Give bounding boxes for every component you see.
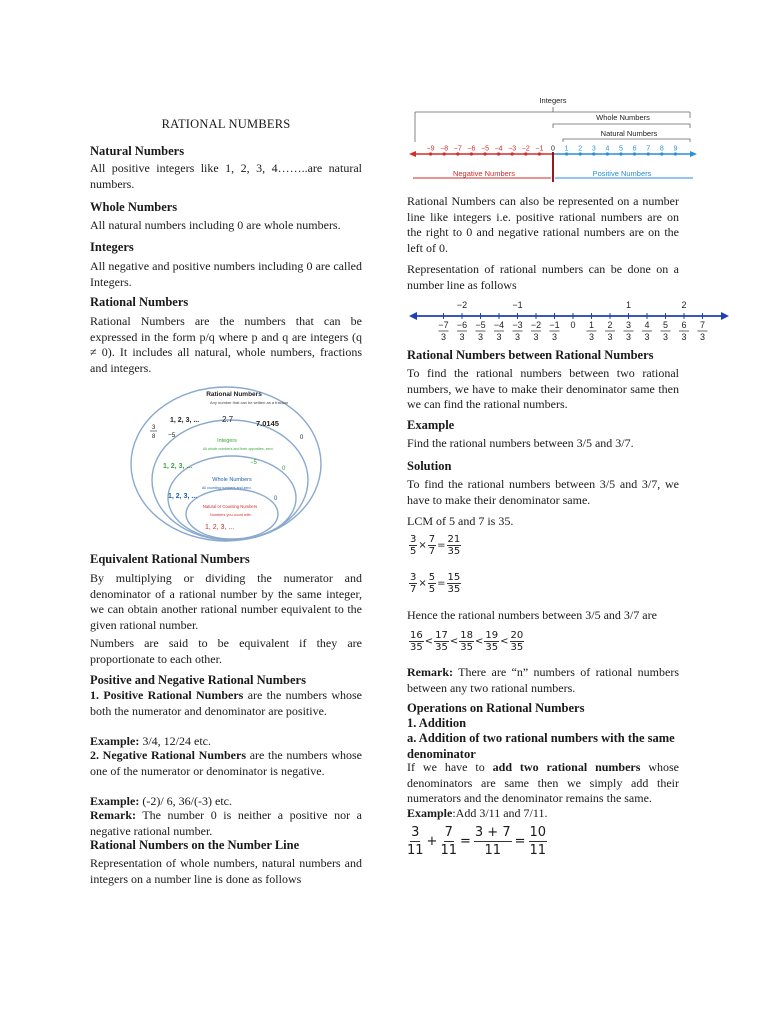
venn-integers-sub: All whole numbers and their opposites, zero. (203, 447, 274, 451)
chain-fraction (409, 630, 424, 653)
add-r-den: 11 (529, 843, 547, 858)
example-heading: Example (407, 418, 455, 432)
fig2-neg-fraction-num: −3 (512, 320, 523, 330)
venn-rational-frac-d: 8 (152, 434, 156, 440)
fig2-neg-fraction-num: −1 (549, 320, 560, 330)
fig1-pos-tick-label: 6 (632, 145, 637, 153)
fig1-pos-tick-label: 2 (578, 145, 583, 153)
fig2-pos-fraction-num: 4 (644, 320, 650, 330)
chain-fraction-num: 16 (410, 630, 423, 641)
fig1-neg-dot (470, 152, 473, 155)
ops-body-post: whose denominators are same then we simply add their numerators and the denominator remains the same. (407, 760, 679, 805)
whole-heading: Whole Numbers (90, 200, 178, 214)
fig1-neg-tick-label: −2 (521, 145, 530, 153)
fig2-neg-fraction-num: −5 (475, 320, 486, 330)
chain-fraction (510, 630, 525, 653)
rational-number-line-figure (407, 298, 731, 344)
fig2-integer-label: −2 (456, 300, 468, 310)
fig1-pos-dot (647, 152, 650, 155)
fig1-neg-tick-label: −9 (426, 145, 435, 153)
positive-example-label: Example: (90, 734, 140, 748)
hence-text: Hence the rational numbers between 3/5 and 3/7 are (407, 608, 657, 622)
fig2-pos-fraction-num: 3 (625, 320, 632, 330)
fig1-integers-label: Integers (539, 96, 567, 105)
zero-remark (90, 808, 362, 839)
chain-fraction (434, 630, 449, 653)
fig1-zero-label: 0 (551, 145, 555, 153)
fig2-pos-fraction-den: 3 (662, 332, 669, 342)
add-c-den: 11 (484, 843, 502, 858)
ops-body-bold: add two rational numbers (492, 760, 641, 774)
example-body: Find the rational numbers between 3/5 and 3/7. (407, 436, 634, 450)
eq2-a-num: 3 (410, 572, 417, 583)
fig1-pos-dot (606, 152, 609, 155)
fig1-left-arrow (409, 151, 416, 157)
venn-natural-sub: Numbers you count with. (210, 513, 252, 517)
fig2-pos-fraction-num: 5 (662, 320, 669, 330)
fig2-neg-fraction-den: 3 (477, 332, 484, 342)
fig1-pos-dot (565, 152, 568, 155)
page-title: RATIONAL NUMBERS (161, 117, 291, 131)
negative-example-text: (-2)/ 6, 36/(-3) etc. (139, 794, 232, 808)
solution-body: To find the rational numbers between 3/5 and 3/7, we have to make their denominator same. (407, 477, 679, 507)
posneg-heading: Positive and Negative Rational Numbers (90, 673, 306, 687)
venn-natural-nums: 1, 2, 3, ... (205, 524, 235, 531)
solution-heading: Solution (407, 459, 452, 473)
fig1-pos-dot (592, 152, 595, 155)
negative-label: 2. Negative Rational Numbers (90, 748, 247, 762)
right-p2: Representation of rational numbers can be done on a number line as follows (407, 262, 679, 292)
right-remark-text: There are “n” numbers of rational numbers between any two rational numbers. (407, 665, 679, 695)
natural-body: All positive integers like 1, 2, 3, 4……..are natural numbers. (90, 161, 362, 191)
whole-body: All natural numbers including 0 are whole numbers. (90, 218, 341, 232)
less-than-sign: < (474, 636, 484, 647)
equation-2: $\frac{3}{7}$ × $\frac{5}{5}$ = $\frac{15}{35}$ (410, 572, 461, 595)
fraction-chain (409, 630, 524, 653)
fig2-neg-fraction-num: −4 (493, 320, 505, 330)
negative-text: are the numbers whose one of the numerator or denominator is negative. (90, 748, 363, 778)
add-a-den: 11 (407, 843, 424, 858)
venn-rational-sub: Any number that can be written as a fraction (210, 400, 289, 405)
fig1-neg-dot (483, 152, 486, 155)
equation-1: $\frac{3}{5}$ × $\frac{7}{7}$ = $\frac{21}{35}$ (410, 534, 461, 557)
chain-fraction-den: 35 (510, 642, 524, 653)
fig1-neg-dot (538, 152, 541, 155)
venn-integers-neg: −5 (250, 460, 257, 466)
fig1-neg-dot (497, 152, 500, 155)
ops-example-label: Example (407, 806, 453, 820)
eq1-a-den: 5 (410, 546, 417, 557)
positive-example-text: 3/4, 12/24 etc. (139, 734, 211, 748)
fig2-integer-label: 2 (681, 300, 687, 310)
venn-rational-neg: −5 (168, 432, 176, 439)
less-than-sign: < (500, 636, 509, 647)
fig2-zero-label: 0 (570, 320, 576, 330)
rational-heading: Rational Numbers (90, 295, 189, 309)
chain-fraction (484, 630, 499, 653)
fig1-pos-dot (619, 152, 622, 155)
numberline-body: Representation of whole numbers, natural numbers and integers on a number line is done as follows (90, 856, 362, 886)
chain-fraction-num: 19 (485, 630, 499, 641)
eq2-r-num: 15 (447, 572, 461, 583)
eq1-r-den: 35 (447, 546, 461, 557)
fig2-pos-fraction-den: 3 (625, 332, 632, 342)
fig2-neg-fraction-den: 3 (459, 332, 465, 342)
venn-rational-nums2: 2.7 (222, 415, 234, 424)
negative-def (90, 748, 362, 779)
add-c-num: 3 + 7 (474, 825, 511, 840)
venn-integers-nums: 1, 2, 3, ... (163, 463, 193, 470)
fig1-pos-tick-label: 7 (646, 145, 651, 153)
eq1-a-num: 3 (410, 534, 417, 545)
add-b-den: 11 (440, 843, 457, 858)
fig2-neg-fraction-num: −2 (530, 320, 542, 330)
negative-example-label: Example: (90, 794, 140, 808)
venn-natural-title: Natural or Counting Numbers (202, 504, 258, 509)
venn-whole-nums: 1, 2, 3, ... (168, 493, 198, 500)
fig1-neg-tick-label: −7 (453, 145, 462, 153)
chain-fraction-den: 35 (460, 642, 473, 653)
add-b-num: 7 (444, 825, 453, 840)
fig2-neg-fraction-den: 3 (514, 332, 521, 342)
equivalent-body-1: By multiplying or dividing the numerator and denominator of a rational number by the same integer, we can obtain another rational number equivalent to the given rational number. (90, 571, 362, 632)
eq2-b-den: 5 (428, 584, 436, 595)
fig2-integer-label: 1 (625, 300, 632, 310)
eq1-b-num: 7 (428, 534, 436, 545)
fig1-pos-tick-label: 4 (605, 145, 610, 153)
fig1-negative-label: Negative Numbers (452, 169, 516, 178)
fig2-neg-fraction-num: −7 (438, 320, 449, 330)
eq2-a-den: 7 (410, 584, 417, 595)
rational-body: Rational Numbers are the numbers that can be expressed in the form p/q where p and q are integers (q ≠ 0). It includes all natural, whole numbers, fractions and integers. (90, 314, 362, 375)
fig1-neg-dot (456, 152, 459, 155)
ops-addition: 1. Addition (407, 716, 467, 730)
chain-fraction-den: 35 (485, 642, 499, 653)
ops-same-denominator: a. Addition of two rational numbers with the same denominator (407, 731, 675, 761)
fig2-left-arrow (409, 312, 417, 320)
venn-rational-nums1: 1, 2, 3, ... (170, 417, 200, 424)
fig2-integer-label: −1 (512, 300, 523, 310)
right-p1: Rational Numbers can also be represented on a number line like integers i.e. positive rational numbers are on the right to 0 and negative rational numbers are on the left of 0. (407, 194, 679, 255)
fig1-positive-label: Positive Numbers (592, 169, 652, 178)
eq1-b-den: 7 (428, 546, 436, 557)
zero-remark-text: The number 0 is neither a positive nor a negative rational number. (90, 808, 362, 838)
right-remark-label: Remark: (407, 665, 453, 679)
ops-example (407, 806, 679, 822)
fig2-pos-fraction-num: 6 (681, 320, 687, 330)
lcm-text: LCM of 5 and 7 is 35. (407, 514, 514, 528)
integers-heading: Integers (90, 240, 134, 254)
ops-heading: Operations on Rational Numbers (407, 701, 585, 715)
between-heading: Rational Numbers between Rational Numbers (407, 348, 654, 362)
rational-venn-diagram (128, 384, 324, 544)
fig1-pos-dot (674, 152, 677, 155)
venn-whole-sub: All counting numbers and zero. (202, 486, 252, 490)
fig1-neg-tick-label: −4 (494, 145, 503, 153)
fig2-neg-fraction-num: −6 (456, 320, 468, 330)
positive-label: 1. Positive Rational Numbers (90, 688, 244, 702)
fig1-neg-tick-label: −6 (467, 145, 476, 153)
venn-integers-zero: 0 (282, 466, 286, 472)
fig1-pos-tick-label: 3 (591, 145, 596, 153)
less-than-sign: < (449, 636, 459, 647)
venn-rational-zero: 0 (300, 435, 304, 441)
chain-fraction-num: 17 (435, 630, 448, 641)
fig2-pos-fraction-den: 3 (588, 332, 595, 342)
fig1-neg-tick-label: −8 (440, 145, 449, 153)
add-a-num: 3 (411, 825, 420, 840)
fig1-pos-dot (579, 152, 582, 155)
right-remark (407, 665, 679, 696)
fig2-pos-fraction-den: 3 (699, 332, 706, 342)
positive-def (90, 688, 362, 719)
venn-rational-nums3: 7.0145 (256, 419, 279, 428)
eq2-b-num: 5 (428, 572, 436, 583)
natural-heading: Natural Numbers (90, 144, 185, 158)
fig2-right-arrow (721, 312, 729, 320)
fig1-neg-dot (429, 152, 432, 155)
fig2-pos-fraction-den: 3 (681, 332, 687, 342)
zero-remark-label: Remark: (90, 808, 136, 822)
add-r-num: 10 (529, 825, 547, 840)
ops-body-pre: If we have to (407, 760, 493, 774)
venn-rational-frac-n: 3 (152, 425, 156, 431)
fig1-neg-tick-label: −1 (535, 145, 544, 153)
fig2-neg-fraction-den: 3 (551, 332, 558, 342)
chain-fraction-den: 35 (410, 642, 423, 653)
fig1-pos-tick-label: 1 (564, 145, 569, 153)
ops-example-text: :Add 3/11 and 7/11. (452, 806, 548, 820)
numberline-heading: Rational Numbers on the Number Line (90, 838, 300, 852)
fig2-pos-fraction-den: 3 (644, 332, 650, 342)
fig2-neg-fraction-den: 3 (440, 332, 447, 342)
fig1-natural-label: Natural Numbers (600, 129, 658, 138)
equivalent-heading: Equivalent Rational Numbers (90, 552, 250, 566)
fig1-pos-dot (633, 152, 636, 155)
chain-fraction-num: 20 (510, 630, 524, 641)
integer-number-line-figure (407, 92, 697, 188)
fig1-neg-tick-label: −3 (508, 145, 517, 153)
venn-whole-zero: 0 (274, 496, 278, 502)
fig1-neg-dot (524, 152, 527, 155)
fig1-neg-tick-label: −5 (481, 145, 489, 153)
venn-rational-title: Rational Numbers (206, 391, 262, 398)
fig2-neg-fraction-den: 3 (496, 332, 502, 342)
fig1-pos-tick-label: 5 (619, 145, 623, 153)
venn-whole-title: Whole Numbers (212, 477, 252, 483)
less-than-sign: < (424, 636, 434, 647)
fig2-neg-fraction-den: 3 (533, 332, 539, 342)
positive-text: are the numbers whose both the numerator and denominator are positive. (90, 688, 363, 718)
fig1-right-arrow (690, 151, 697, 157)
addition-equation: $\frac{3}{11}$ + $\frac{7}{11}$ = $\frac{3 + 7}{11}$ = $\frac{10}{11}$ (407, 825, 547, 858)
ops-body (407, 760, 679, 807)
fig1-pos-tick-label: 8 (659, 145, 664, 153)
between-body: To find the rational numbers between two rational numbers, we have to make their denominator same then we can find the rational numbers. (407, 366, 679, 411)
chain-fraction-num: 18 (460, 630, 473, 641)
fig2-pos-fraction-num: 1 (588, 320, 595, 330)
fig1-pos-tick-label: 9 (673, 145, 678, 153)
chain-fraction-den: 35 (435, 642, 448, 653)
integers-body: All negative and positive numbers including 0 are called Integers. (90, 259, 362, 289)
fig1-neg-dot (511, 152, 514, 155)
fig2-pos-fraction-num: 2 (607, 320, 613, 330)
eq1-r-num: 21 (447, 534, 461, 545)
eq2-r-den: 35 (447, 584, 461, 595)
fig1-whole-label: Whole Numbers (596, 113, 650, 122)
fig1-pos-dot (660, 152, 663, 155)
fig1-neg-dot (443, 152, 446, 155)
fig2-pos-fraction-den: 3 (607, 332, 613, 342)
fig2-pos-fraction-num: 7 (699, 320, 706, 330)
equivalent-body-2: Numbers are said to be equivalent if they are proportionate to each other. (90, 636, 362, 666)
chain-fraction (459, 630, 474, 653)
venn-integers-title: Integers (217, 438, 237, 444)
